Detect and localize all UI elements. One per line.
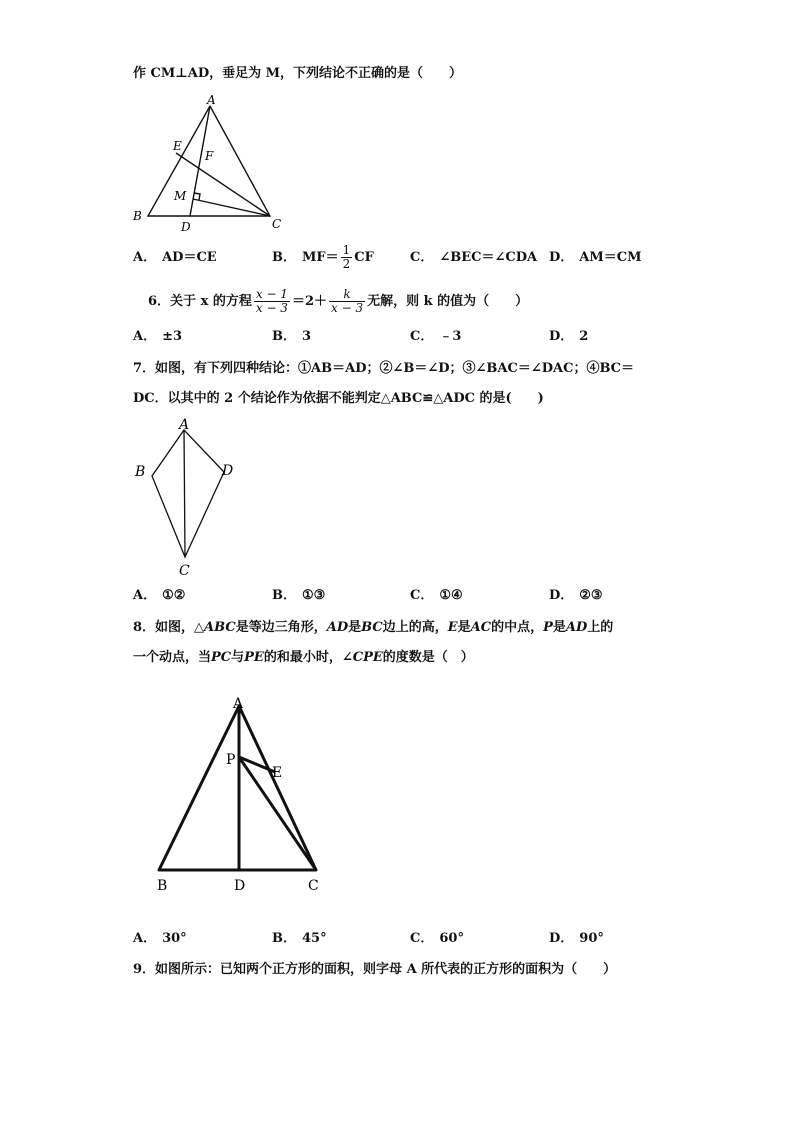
- q8-label-e: E: [272, 765, 283, 781]
- q5-label-c: C: [272, 217, 282, 231]
- q5-label-m: M: [174, 189, 187, 203]
- q7-option-a[interactable]: A． ①②: [133, 588, 186, 603]
- q5-segment-ec: [176, 153, 270, 216]
- q6-stem: 6．关于 x 的方程 $\frac{x - 1}{x - 3}$ ＝2＋ $\frac{k}{x - 3}$ 无解，则 k 的值为（ ）: [148, 287, 529, 315]
- q5-option-b[interactable]: B． MF＝ $\frac{1}{2}$ CF: [272, 243, 374, 271]
- q5-label-e: E: [173, 139, 182, 153]
- q5-option-a[interactable]: A． AD＝CE: [133, 250, 217, 265]
- q8-stem-line1: 8．如图，△ABC是等边三角形，AD是BC边上的高，E是AC的中点，P是AD上的: [133, 620, 614, 635]
- q5-label-a: A: [207, 93, 216, 107]
- q8-label-p: P: [226, 752, 236, 768]
- q7-option-c[interactable]: C． ①④: [410, 588, 463, 603]
- q7-label-c: C: [179, 563, 190, 579]
- q7-label-d: D: [222, 463, 234, 479]
- q6-option-a[interactable]: A． ±3: [133, 329, 183, 344]
- q8-label-b: B: [157, 878, 168, 894]
- q6-fraction-left: $\frac{x - 1}{x - 3}$: [255, 287, 288, 315]
- q5-label-f: F: [205, 149, 214, 163]
- q8-label-d: D: [234, 878, 246, 894]
- q7-stem-line2: DC．以其中的 2 个结论作为依据不能判定△ABC≌△ADC 的是( ): [133, 391, 544, 406]
- q5-stem-tail: 作 CM⊥AD，垂足为 M，下列结论不正确的是（ ）: [133, 66, 463, 81]
- q8-figure: [150, 690, 340, 900]
- q6-option-b[interactable]: B． 3: [272, 329, 312, 344]
- q8-label-a: A: [233, 696, 244, 712]
- q5-label-d: D: [181, 220, 191, 234]
- q7-stem-line1: 7．如图，有下列四种结论：①AB＝AD；②∠B＝∠D；③∠BAC＝∠DAC；④BC＝: [133, 361, 635, 376]
- q5-figure: [130, 92, 290, 232]
- q8-option-b[interactable]: B． 45°: [272, 931, 327, 946]
- q7-label-b: B: [135, 464, 146, 480]
- q6-option-c[interactable]: C． ﹣3: [410, 329, 462, 344]
- q7-label-a: A: [179, 417, 190, 433]
- q9-stem: 9．如图所示：已知两个正方形的面积，则字母 A 所代表的正方形的面积为（ ）: [133, 962, 617, 977]
- q5-label-b: B: [133, 209, 142, 223]
- q8-option-c[interactable]: C． 60°: [410, 931, 464, 946]
- q8-stem-line2: 一个动点，当PC与PE的和最小时，∠CPE的度数是（ ）: [133, 650, 474, 665]
- q6-fraction-right: $\frac{k}{x - 3}$: [331, 287, 364, 315]
- q7-diagonal-ac: [184, 430, 185, 557]
- q8-label-c: C: [308, 878, 319, 894]
- q5-option-b-fraction: $\frac{1}{2}$: [342, 243, 351, 271]
- q7-quadrilateral: [152, 430, 224, 557]
- q7-option-b[interactable]: B． ①③: [272, 588, 326, 603]
- q7-figure: [130, 418, 240, 583]
- q8-option-a[interactable]: A． 30°: [133, 931, 187, 946]
- q7-option-d[interactable]: D． ②③: [549, 588, 603, 603]
- q6-option-d[interactable]: D． 2: [549, 329, 589, 344]
- q5-option-d[interactable]: D． AM＝CM: [549, 250, 642, 265]
- q8-option-d[interactable]: D． 90°: [549, 931, 604, 946]
- q5-option-c[interactable]: C． ∠BEC＝∠CDA: [410, 250, 538, 265]
